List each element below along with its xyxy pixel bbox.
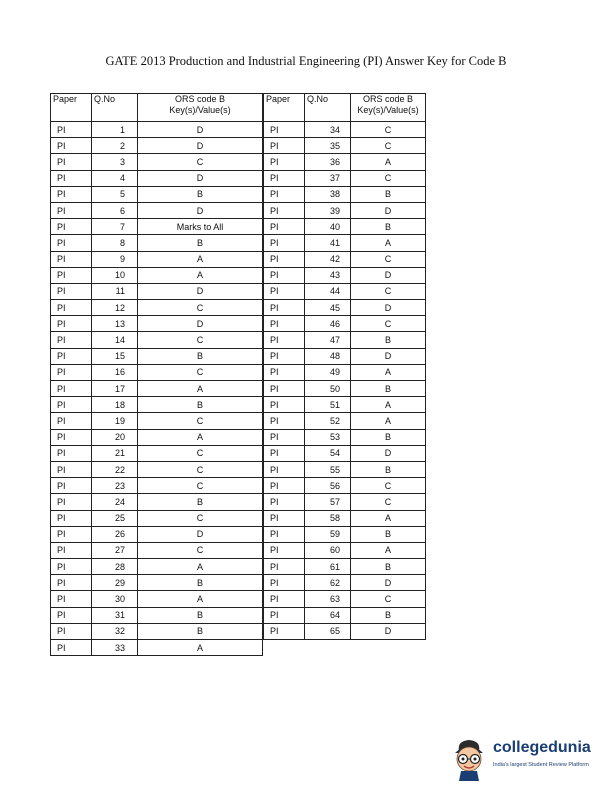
answer-cell: C [351, 316, 426, 332]
paper-cell: PI [264, 138, 305, 154]
paper-cell: PI [264, 202, 305, 218]
key-header-line1: ORS code B [174, 94, 226, 104]
qno-cell: 36 [305, 154, 351, 170]
table-row [264, 154, 426, 170]
table-row [51, 332, 263, 348]
table-row [51, 235, 263, 251]
table-row [264, 623, 426, 639]
qno-cell: 64 [305, 607, 351, 623]
answer-cell: C [351, 478, 426, 494]
paper-cell: PI [264, 235, 305, 251]
table-row [264, 478, 426, 494]
key-header [351, 94, 426, 122]
qno-cell: 13 [92, 316, 138, 332]
answer-cell: B [351, 559, 426, 575]
qno-cell: 37 [305, 170, 351, 186]
qno-cell: 25 [92, 510, 138, 526]
answer-cell: B [351, 381, 426, 397]
answer-cell: B [138, 623, 263, 639]
answer-cell: B [351, 219, 426, 235]
qno-cell: 55 [305, 461, 351, 477]
paper-cell: PI [51, 219, 92, 235]
paper-cell: PI [51, 170, 92, 186]
qno-cell: 3 [92, 154, 138, 170]
answer-cell: A [138, 559, 263, 575]
paper-cell: PI [264, 381, 305, 397]
left-table-body [51, 122, 263, 656]
qno-cell: 38 [305, 186, 351, 202]
answer-cell: D [351, 575, 426, 591]
table-row [51, 510, 263, 526]
paper-cell: PI [51, 300, 92, 316]
answer-cell: A [138, 267, 263, 283]
answer-cell: A [351, 510, 426, 526]
qno-cell: 8 [92, 235, 138, 251]
answer-cell: B [138, 494, 263, 510]
answer-cell: D [351, 445, 426, 461]
paper-cell: PI [51, 348, 92, 364]
paper-cell: PI [51, 623, 92, 639]
qno-cell: 15 [92, 348, 138, 364]
qno-cell: 27 [92, 542, 138, 558]
answer-cell: B [351, 607, 426, 623]
answer-cell: C [351, 170, 426, 186]
table-row [51, 542, 263, 558]
key-header-line1: ORS code B [362, 94, 414, 104]
paper-cell: PI [51, 122, 92, 138]
answer-cell: A [351, 235, 426, 251]
qno-cell: 24 [92, 494, 138, 510]
paper-cell: PI [51, 526, 92, 542]
answer-cell: C [138, 300, 263, 316]
qno-cell: 28 [92, 559, 138, 575]
paper-cell: PI [264, 526, 305, 542]
table-row [51, 478, 263, 494]
table-row [264, 235, 426, 251]
table-row [264, 510, 426, 526]
table-header-row [264, 94, 426, 122]
answer-cell: C [351, 138, 426, 154]
answer-cell: B [351, 186, 426, 202]
paper-cell: PI [264, 429, 305, 445]
paper-cell: PI [264, 542, 305, 558]
paper-cell: PI [51, 381, 92, 397]
table-row [51, 138, 263, 154]
table-row [264, 170, 426, 186]
qno-cell: 49 [305, 364, 351, 380]
paper-header: Paper [264, 94, 305, 122]
qno-cell: 56 [305, 478, 351, 494]
paper-cell: PI [51, 640, 92, 656]
paper-cell: PI [264, 607, 305, 623]
answer-cell: D [138, 283, 263, 299]
qno-cell: 58 [305, 510, 351, 526]
paper-cell: PI [51, 251, 92, 267]
paper-cell: PI [51, 364, 92, 380]
answer-cell: B [138, 575, 263, 591]
qno-cell: 45 [305, 300, 351, 316]
paper-cell: PI [51, 478, 92, 494]
paper-cell: PI [51, 510, 92, 526]
qno-cell: 40 [305, 219, 351, 235]
paper-cell: PI [51, 186, 92, 202]
paper-cell: PI [264, 219, 305, 235]
qno-cell: 62 [305, 575, 351, 591]
table-row [264, 202, 426, 218]
qno-cell: 17 [92, 381, 138, 397]
table-row [51, 591, 263, 607]
answer-cell: Marks to All [138, 219, 263, 235]
paper-cell: PI [264, 461, 305, 477]
answer-cell: C [138, 364, 263, 380]
answer-cell: D [138, 122, 263, 138]
table-row [264, 219, 426, 235]
answer-cell: B [351, 526, 426, 542]
qno-cell: 20 [92, 429, 138, 445]
paper-cell: PI [264, 186, 305, 202]
table-row [264, 381, 426, 397]
answer-cell: B [138, 235, 263, 251]
qno-cell: 41 [305, 235, 351, 251]
answer-cell: D [351, 267, 426, 283]
qno-cell: 32 [92, 623, 138, 639]
table-row [51, 559, 263, 575]
paper-cell: PI [264, 559, 305, 575]
qno-cell: 46 [305, 316, 351, 332]
qno-cell: 54 [305, 445, 351, 461]
paper-cell: PI [264, 494, 305, 510]
table-row [51, 348, 263, 364]
paper-header: Paper [51, 94, 92, 122]
qno-cell: 34 [305, 122, 351, 138]
table-row [264, 575, 426, 591]
table-row [264, 526, 426, 542]
answer-cell: C [351, 494, 426, 510]
table-row [51, 526, 263, 542]
qno-cell: 35 [305, 138, 351, 154]
paper-cell: PI [264, 122, 305, 138]
table-row [51, 364, 263, 380]
collegedunia-logo [447, 737, 607, 785]
table-row [51, 429, 263, 445]
paper-cell: PI [51, 283, 92, 299]
answer-cell: D [138, 316, 263, 332]
paper-cell: PI [264, 510, 305, 526]
answer-key-table-right [263, 93, 426, 640]
paper-cell: PI [51, 413, 92, 429]
qno-cell: 1 [92, 122, 138, 138]
answer-cell: B [351, 461, 426, 477]
paper-cell: PI [264, 364, 305, 380]
answer-key-table-left [50, 93, 263, 656]
table-row [51, 623, 263, 639]
paper-cell: PI [264, 332, 305, 348]
qno-cell: 47 [305, 332, 351, 348]
qno-cell: 4 [92, 170, 138, 186]
answer-cell: B [138, 397, 263, 413]
table-row [51, 575, 263, 591]
table-row [264, 300, 426, 316]
table-row [264, 559, 426, 575]
right-table-body [264, 122, 426, 640]
qno-cell: 33 [92, 640, 138, 656]
table-row [51, 283, 263, 299]
paper-cell: PI [51, 591, 92, 607]
mascot-icon [449, 737, 489, 781]
qno-cell: 50 [305, 381, 351, 397]
table-row [264, 186, 426, 202]
paper-cell: PI [264, 478, 305, 494]
paper-cell: PI [264, 348, 305, 364]
qno-cell: 51 [305, 397, 351, 413]
answer-cell: D [351, 348, 426, 364]
qno-cell: 19 [92, 413, 138, 429]
answer-cell: C [138, 461, 263, 477]
answer-cell: A [138, 251, 263, 267]
paper-cell: PI [264, 623, 305, 639]
qno-cell: 30 [92, 591, 138, 607]
qno-cell: 65 [305, 623, 351, 639]
qno-cell: 22 [92, 461, 138, 477]
qno-cell: 53 [305, 429, 351, 445]
qno-cell: 11 [92, 283, 138, 299]
answer-cell: C [351, 122, 426, 138]
table-row [51, 640, 263, 656]
answer-cell: B [351, 429, 426, 445]
table-row [51, 219, 263, 235]
paper-cell: PI [264, 413, 305, 429]
table-row [51, 461, 263, 477]
answer-cell: C [138, 154, 263, 170]
table-row [51, 154, 263, 170]
answer-cell: B [351, 332, 426, 348]
paper-cell: PI [51, 575, 92, 591]
qno-cell: 59 [305, 526, 351, 542]
table-row [264, 461, 426, 477]
answer-cell: B [138, 186, 263, 202]
answer-cell: A [351, 364, 426, 380]
table-row [264, 364, 426, 380]
answer-cell: D [351, 202, 426, 218]
answer-cell: C [138, 413, 263, 429]
qno-cell: 63 [305, 591, 351, 607]
answer-cell: A [351, 413, 426, 429]
paper-cell: PI [51, 461, 92, 477]
qno-header: Q.No [305, 94, 351, 122]
qno-cell: 26 [92, 526, 138, 542]
table-row [264, 445, 426, 461]
paper-cell: PI [264, 397, 305, 413]
qno-cell: 16 [92, 364, 138, 380]
answer-cell: C [138, 445, 263, 461]
table-row [264, 542, 426, 558]
paper-cell: PI [51, 429, 92, 445]
answer-cell: D [138, 170, 263, 186]
qno-cell: 52 [305, 413, 351, 429]
logo-tagline: India's largest Student Review Platform [493, 762, 589, 768]
table-row [264, 138, 426, 154]
qno-cell: 5 [92, 186, 138, 202]
answer-cell: C [351, 251, 426, 267]
table-row [51, 316, 263, 332]
key-header-line2: Key(s)/Value(s) [169, 105, 231, 115]
paper-cell: PI [51, 445, 92, 461]
qno-cell: 43 [305, 267, 351, 283]
qno-cell: 31 [92, 607, 138, 623]
qno-cell: 9 [92, 251, 138, 267]
qno-cell: 42 [305, 251, 351, 267]
paper-cell: PI [51, 316, 92, 332]
paper-cell: PI [264, 154, 305, 170]
qno-cell: 60 [305, 542, 351, 558]
qno-cell: 23 [92, 478, 138, 494]
qno-cell: 61 [305, 559, 351, 575]
qno-cell: 7 [92, 219, 138, 235]
paper-cell: PI [264, 251, 305, 267]
qno-cell: 57 [305, 494, 351, 510]
answer-cell: A [138, 429, 263, 445]
table-row [264, 283, 426, 299]
logo-wordmark: collegedunia [493, 739, 591, 756]
paper-cell: PI [51, 607, 92, 623]
answer-cell: D [138, 526, 263, 542]
answer-cell: D [138, 138, 263, 154]
table-row [264, 494, 426, 510]
answer-cell: B [138, 607, 263, 623]
answer-key-tables [50, 93, 426, 656]
qno-cell: 2 [92, 138, 138, 154]
table-row [51, 170, 263, 186]
table-row [264, 316, 426, 332]
paper-cell: PI [264, 445, 305, 461]
qno-cell: 12 [92, 300, 138, 316]
table-row [264, 429, 426, 445]
paper-cell: PI [51, 559, 92, 575]
qno-cell: 21 [92, 445, 138, 461]
answer-cell: C [138, 542, 263, 558]
qno-cell: 39 [305, 202, 351, 218]
table-row [51, 202, 263, 218]
answer-cell: A [351, 397, 426, 413]
paper-cell: PI [264, 300, 305, 316]
table-row [264, 267, 426, 283]
table-row [51, 381, 263, 397]
table-row [51, 445, 263, 461]
answer-cell: A [138, 591, 263, 607]
table-row [264, 332, 426, 348]
qno-cell: 44 [305, 283, 351, 299]
paper-cell: PI [51, 397, 92, 413]
paper-cell: PI [264, 316, 305, 332]
table-row [264, 607, 426, 623]
table-row [264, 122, 426, 138]
page-title: GATE 2013 Production and Industrial Engineering (PI) Answer Key for Code B [105, 54, 507, 68]
table-row [51, 186, 263, 202]
answer-cell: B [138, 348, 263, 364]
answer-cell: D [351, 300, 426, 316]
table-row [264, 413, 426, 429]
answer-cell: C [138, 510, 263, 526]
answer-cell: A [351, 542, 426, 558]
qno-cell: 18 [92, 397, 138, 413]
qno-cell: 6 [92, 202, 138, 218]
qno-cell: 48 [305, 348, 351, 364]
qno-cell: 14 [92, 332, 138, 348]
table-row [51, 397, 263, 413]
table-row [51, 607, 263, 623]
paper-cell: PI [264, 591, 305, 607]
table-row [264, 397, 426, 413]
table-row [51, 122, 263, 138]
table-row [264, 591, 426, 607]
answer-cell: D [351, 623, 426, 639]
answer-cell: A [138, 640, 263, 656]
paper-cell: PI [51, 154, 92, 170]
table-row [264, 348, 426, 364]
answer-cell: C [138, 478, 263, 494]
table-row [51, 413, 263, 429]
qno-cell: 10 [92, 267, 138, 283]
paper-cell: PI [51, 202, 92, 218]
paper-cell: PI [264, 170, 305, 186]
paper-cell: PI [51, 494, 92, 510]
answer-cell: A [138, 381, 263, 397]
table-header-row [51, 94, 263, 122]
table-row [51, 267, 263, 283]
paper-cell: PI [51, 138, 92, 154]
answer-cell: A [351, 154, 426, 170]
paper-cell: PI [51, 332, 92, 348]
key-header [138, 94, 263, 122]
qno-header: Q.No [92, 94, 138, 122]
paper-cell: PI [264, 283, 305, 299]
paper-cell: PI [51, 235, 92, 251]
qno-cell: 29 [92, 575, 138, 591]
answer-cell: C [351, 591, 426, 607]
paper-cell: PI [51, 542, 92, 558]
table-row [51, 300, 263, 316]
paper-cell: PI [264, 575, 305, 591]
paper-cell: PI [264, 267, 305, 283]
key-header-line2: Key(s)/Value(s) [357, 105, 419, 115]
table-row [51, 251, 263, 267]
answer-cell: D [138, 202, 263, 218]
paper-cell: PI [51, 267, 92, 283]
answer-cell: C [138, 332, 263, 348]
table-row [264, 251, 426, 267]
answer-cell: C [351, 283, 426, 299]
table-row [51, 494, 263, 510]
